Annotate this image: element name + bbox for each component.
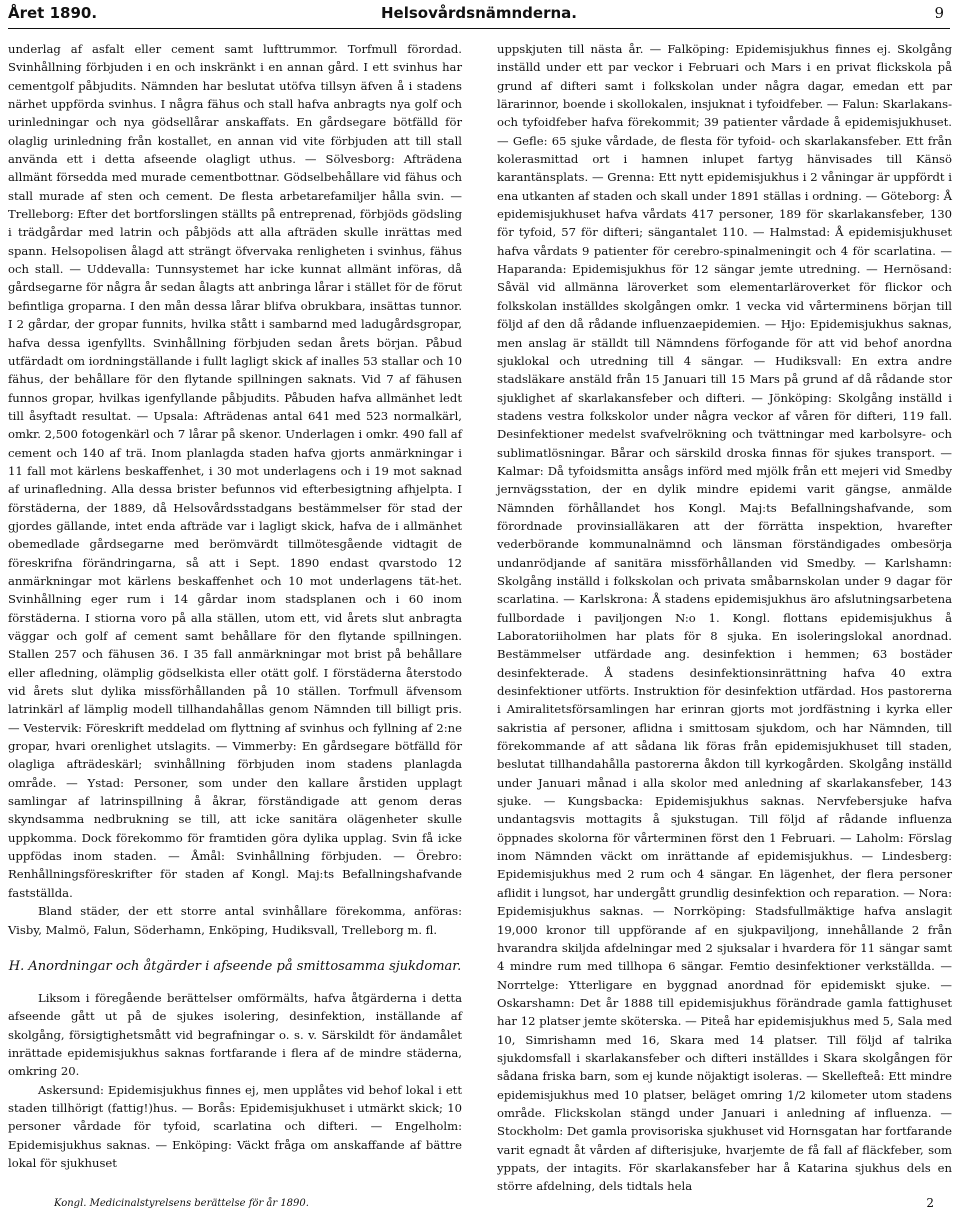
section-heading: H. Anordningar och åtgärder i afseende på smittosamma sjukdomar.: [8, 958, 462, 974]
header-rule: [8, 28, 950, 29]
paragraph: underlag af asfalt eller cement samt lufttrummor. Torfmull förordad. Svinhållning förbjuden i en och inskränkt i en annan gård. I ett svinhus har cementgolf påbjudits. Nämnden har beslutat utöfva tillsyn äfven å i stadens närhet uppförda svinhus. I några fähus och stall hafva anbragts nya golf och urinledningar och nya gödsellårar anskaffats. En gårdsegare bötfälld för olaglig urinledning från kostallet, en annan vid vite förbjuden att till stall använda ett i detta afseende olagligt uthus. — Sölvesborg: Afträdena allmänt försedda med murade cementbottnar. Gödselbehållare vid fähus och stall murade af sten och cement. De flesta arbetarefamiljer hålla svin. — Trelleborg: Efter det bortforslingen ställts på entreprenad, förbjöds gödsling i trädgårdar med latrin och påbjöds att alla afträden skulle inrättas med spann. Helsopolisen ålagd att strängt öfvervaka renligheten i svinhus, fähus och stall. — Uddevalla: Tunnsystemet har icke kunnat allmänt införas, då gårdsegarne för några år sedan ålagts att anbringa lårar i stället för de förut befintliga groparna. I den mån dessa lårar blifva obrukbara, insättas tunnor. I 2 gårdar, der gropar funnits, hvilka stått i sambarnd med ladugårdsgropar, hafva dessa igenfyllts. Svinhållning förbjuden sedan årets början. Påbud utfärdadt om iordningställande i fullt lagligt skick af inalles 53 stallar och 10 fähus, der behållare för den flytande spillningen saknats. Vid 7 af fähusen funnos gropar, hvilkas igenfyllande påbjudits. Påbuden hafva allmänhet ledt till åsyftadt resultat. — Upsala: Afträdenas antal 641 med 523 normalkärl, omkr. 2,500 fotogenkärl och 7 lårar på skenor. Underlagen i omkr. 490 fall af cement och 140 af trä. Inom planlagda staden hafva gjorts anmärkningar i 11 fall mot kärlens beskaffenhet, i 30 mot underlagens och i 19 mot saknad af urinafledning. Alla dessa brister befunnos vid efterbesigtning afhjelpta. I förstäderna, der 1889, då Helsovårdsstadgans bestämmelser för stad der gjordes gällande, intet enda afträde var i lagligt skick, hafva de i allmänhet obemedlade gårdsegarne med berömvärdt tillmötesgående vidtagit de föreskrifna förändringarna, så att i Sept. 1890 endast qvarstodo 12 anmärkningar mot kärlens beskaffenhet och 10 mot underlagens tät-het. Svinhållning eger rum i 14 gårdar inom stadsplanen och i 60 inom förstäderna. I stiorna voro på alla ställen, utom ett, vid årets slut anbragta väggar och golf af cement samt behållare för den flytande spillningen. Stallen 257 och fähusen 36. I 35 fall anmärkningar mot brist på behållare eller afledning, olämplig gödselkista eller otätt golf. I förstäderna återstodo vid årets slut dylika missförhållanden på 10 ställen. Torfmull äfvensom latrinkärl af lämplig modell tillhandahållas genom Nämnden till billigt pris. — Vestervik: Föreskrift meddelad om flyttning af svinhus och fyllning af 2:ne gropar, hvari orenlighet utslagits. — Vimmerby: En gårdsegare bötfälld för olagliga afträdeskärl; svinhållning förbjuden inom stadens planlagda område. — Ystad: Personer, som under den kallare årstiden upplagt samlingar af latrinspillning å åkrar, förständigade att genom deras skyndsamma nedbrukning se till, att icke sanitära olägenheter skulle uppkomma. Dock förekommo för framtiden göra dylika upplag. Svin få icke uppfödas inom staden. — Åmål: Svinhållning förbjuden. — Örebro: Renhållningsföreskrifter för staden af Kongl. Maj:ts Befallningshafvande fastställda.: [8, 42, 462, 900]
header-year: Året 1890.: [8, 4, 98, 22]
right-column: [497, 40, 952, 1196]
paragraph: uppskjuten till nästa år. — Falköping: Epidemisjukhus finnes ej. Skolgång inställd under ett par veckor i Februari och Mars i en privat flickskola på grund af difteri samt i folkskolan under några dagar, emedan ett par lärarinnor, boende i skollokalen, insjuknat i tyfoidfeber. — Falun: Skarlakans- och tyfoidfeber hafva förekommit; 39 patienter vårdade å epidemisjukhuset. — Gefle: 65 sjuke vårdade, de flesta för tyfoid- och skarlakansfeber. Ett från kolerasmittad ort i hamnen inlupet fartyg hänvisades till Känsö karantänsplats. — Grenna: Ett nytt epidemisjukhus i 2 våningar är uppfördt i ena utkanten af staden och skall under 1891 ställas i ordning. — Göteborg: Å epidemisjukhuset hafva vårdats 417 personer, 189 för skarlakansfeber, 130 för tyfoid, 57 för difteri; sängantalet 110. — Halmstad: Å epidemisjukhuset hafva vårdats 9 patienter för cerebro-spinalmeningit och 4 för scarlatina. — Haparanda: Epidemisjukhus för 12 sängar jemte utredning. — Hernösand: Såväl vid allmänna läroverket som elementarläroverket för flickor och folkskolan inställdes skolgången omkr. 1 vecka vid vårterminens början till följd af den då rådande influenzaepidemien. — Hjo: Epidemisjukhus saknas, men anslag är ställdt till Nämndens förfogande för att vid behof anordna sjuklokal och utredning till 4 sängar. — Hudiksvall: En extra andre stadsläkare anstäld från 15 Januari till 15 Mars på grund af då rådande stor sjuklighet af skarlakansfeber och difteri. — Jönköping: Skolgång inställd i stadens vestra folkskolor under några veckor af våren för difteri, 119 fall. Desinfektioner medelst svafvelrökning och tvättningar med karbolsyre- och sublimatlösningar. Bårar och särskild droska finnas för sjukes transport. — Kalmar: Då tyfoidsmitta ansågs införd med mjölk från ett mejeri vid Smedby jernvägsstation, der en dylik mindre epidemi varit gängse, anmälde Nämnden förhållandet hos Kongl. Maj:ts Befallningshafvande, som förordnade provinsialläkaren att der förrätta inspektion, hvarefter vederbörande kommunalnämnd och länsman förständigades ombesörja undanrödjande af sanitära missförhållanden vid Smedby. — Karlshamn: Skolgång inställd i folkskolan och privata småbarnskolan under 9 dagar för scarlatina. — Karlskrona: Å stadens epidemisjukhus äro afslutningsarbetena fullbordade i paviljongen N:o 1. Kongl. flottans epidemisjukhus å Laboratoriiholmen har plats för 8 sjuka. En isoleringslokal anordnad. Bestämmelser utfärdade ang. desinfektion i hemmen; 63 bostäder desinfekterade. Å stadens desinfektionsinrättning hafva 40 extra desinfektioner utförts. Instruktion för desinfektion utfärdad. Hos pastorerna i Amiralitetsförsamlingen har erinran gjorts mot jordfästning i kyrka eller sakristia af personer, aflidna i smittosam sjukdom, och har Nämnden, till förekommande af att sådana lik föras från epidemisjukhuset till staden, beslutat tillhandahålla pastorerna åkdon till kyrkogården. Skolgång inställd under Januari månad i alla skolor med anledning af skarlakansfeber, 143 sjuke. — Kungsbacka: Epidemisjukhus saknas. Nervfebersjuke hafva undantagsvis mottagits å sjukstugan. Till följd af rådande influenza öppnades skolorna för vårterminen först den 1 Februari. — Laholm: Förslag inom Nämnden väckt om inrättande af epidemisjukhus. — Lindesberg: Epidemisjukhus med 2 rum och 4 sängar. En lägenhet, der flera personer aflidit i lungsot, har undergått grundlig desinfektion och reparation. — Nora: Epidemisjukhus saknas. — Norrköping: Stadsfullmäktige hafva anslagit 19,000 kronor till uppförande af en sjukpaviljong, innehållande 2 från hvarandra skiljda afdelningar med 2 sjuksalar i hvardera för 11 sängar samt 4 mindre rum med tillhopa 6 sängar. Femtio desinfektioner verkställda. — Norrtelge: Ytterligare en byggnad anordnad för epidemiskt sjuke. — Oskarshamn: Det år 1888 till epidemisjukhus förändrade gamla fattighuset har 12 platser jemte sköterska. — Piteå har epidemisjukhus med 5, Sala med 10, Simrishamn med 16, Skara med 14 platser. Till följd af talrika sjukdomsfall i skarlakansfeber och difteri inställdes i Skara skolgången för sådana friska barn, som ej kunde nöjaktigt isoleras. — Skellefteå: Ett mindre epidemisjukhus med 10 platser, beläget omring 1/2 kilometer utom stadens område. Flickskolan stängd under Januari i anledning af influenza. — Stockholm: Det gamla provisoriska sjukhuset vid Hornsgatan har fortfarande varit egnadt åt vården af difterisjuke, hvarjemte de få fall af fläckfeber, som yppats, der intagits. För skarlakansfeber har å Katarina sjukhus dels en större afdelning, dels tidtals hela: [497, 42, 953, 1194]
running-header: [8, 4, 950, 30]
footer-signature-number: 2: [926, 1196, 934, 1210]
paragraph: Liksom i föregående berättelser omförmälts, hafva åtgärderna i detta afseende gått ut på de sjukes isolering, desinfektion, inställande af skolgång, försigtighetsmått vid begrafningar o. s. v. Särskildt för ändamålet inrättade epidemisjukhus saknas fortfarande i flera af de mindre städerna, omkring 20.: [8, 990, 462, 1079]
left-column: [8, 40, 462, 1172]
header-title: Helsovårdsnämnderna.: [381, 4, 577, 22]
page-number: 9: [934, 4, 944, 22]
paragraph: Bland städer, der ett storre antal svinhållare förekomma, anföras: Visby, Malmö, Falun, Söderhamn, Enköping, Hudiksvall, Trelleborg m. fl.: [8, 904, 462, 937]
footer-source: Kongl. Medicinalstyrelsens berättelse för år 1890.: [54, 1198, 309, 1209]
paragraph: Askersund: Epidemisjukhus finnes ej, men upplåtes vid behof lokal i ett staden tillhörigt (fattig!)hus. — Borås: Epidemisjukhuset i utmärkt skick; 10 personer vårdade för tyfoid, scarlatina och difteri. — Engelholm: Epidemisjukhus saknas. — Enköping: Väckt fråga om anskaffande af bättre lokal för sjukhuset: [8, 1082, 462, 1170]
